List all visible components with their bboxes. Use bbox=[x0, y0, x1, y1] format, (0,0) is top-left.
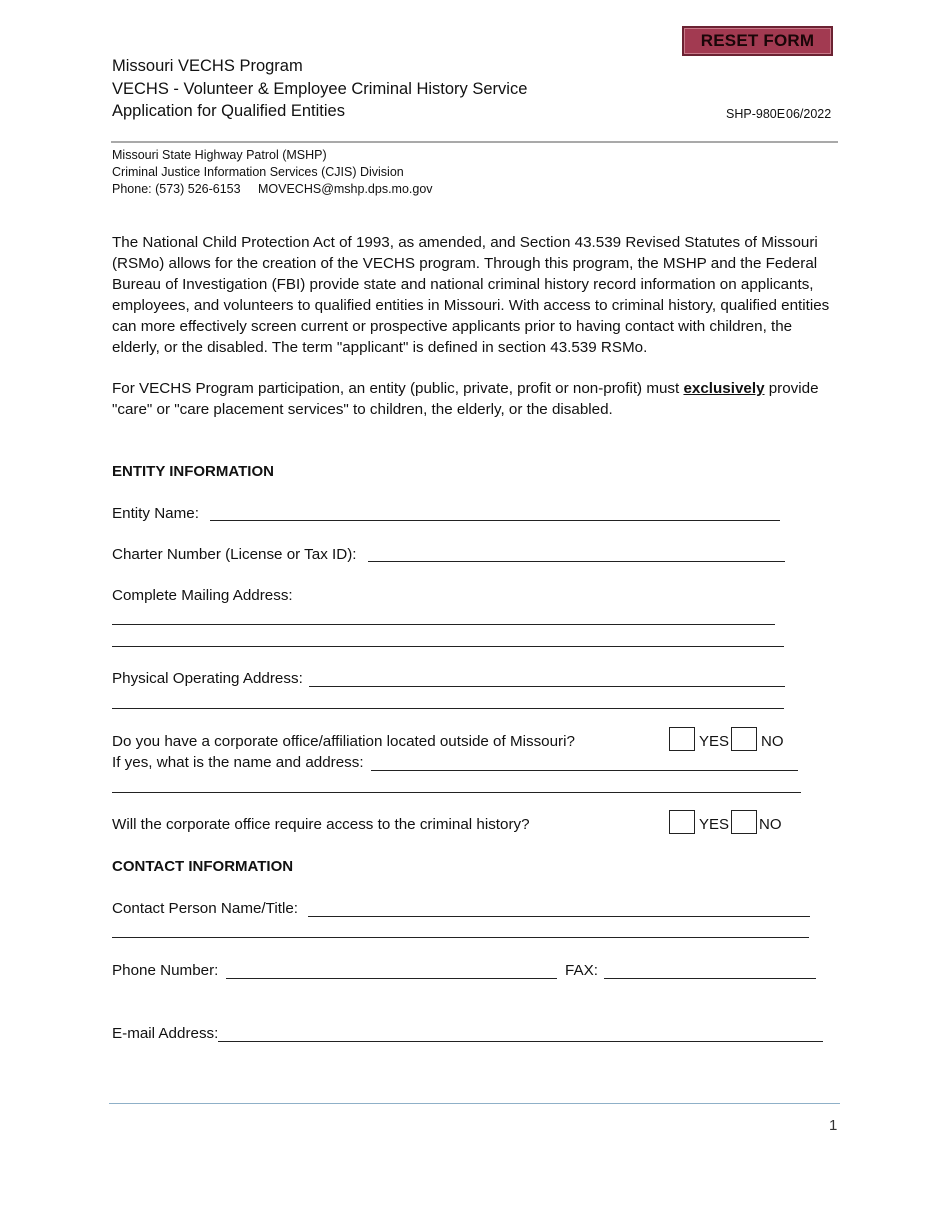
physical-address-line-2[interactable] bbox=[112, 708, 784, 709]
physical-address-label: Physical Operating Address: bbox=[112, 670, 303, 687]
agency-division: Criminal Justice Information Services (CJIS) Division bbox=[112, 165, 404, 179]
contact-person-field-line-2[interactable] bbox=[112, 937, 809, 938]
form-date: 06/2022 bbox=[786, 107, 832, 121]
mailing-address-line-2[interactable] bbox=[112, 646, 784, 647]
exclusively-emphasis: exclusively bbox=[683, 380, 765, 397]
corporate-office-no-label: NO bbox=[761, 733, 784, 750]
entity-section-heading: ENTITY INFORMATION bbox=[112, 463, 274, 480]
corporate-office-yes-checkbox[interactable] bbox=[669, 727, 695, 751]
access-question: Will the corporate office require access to the criminal history? bbox=[112, 816, 530, 833]
phone-number-label: Phone Number: bbox=[112, 962, 219, 979]
contact-person-field[interactable] bbox=[308, 916, 810, 917]
intro-paragraph: The National Child Protection Act of 1993, as amended, and Section 43.539 Revised Statutes of Missouri (RSMo) allows for the creation of the VECHS program. Through this program, the MSHP and the Federal Bureau of Investigation (FBI) provide state and national criminal history record information on applicants, employees, and volunteers to qualified entities in Missouri. With access to criminal history, qualified entities can more effectively screen current or prospective applicants prior to having contact with children, the elderly, or the disabled. The term "applicant" is defined in section 43.539 RSMo. bbox=[112, 234, 830, 356]
corporate-office-yes-label: YES bbox=[699, 733, 730, 750]
footer-divider bbox=[109, 1103, 840, 1104]
corporate-office-address-field[interactable] bbox=[112, 792, 801, 793]
physical-address-line-1[interactable] bbox=[309, 686, 785, 687]
entity-name-label: Entity Name: bbox=[112, 505, 199, 522]
entity-name-field[interactable] bbox=[210, 520, 780, 521]
agency-phone: Phone: (573) 526-6153 bbox=[112, 182, 241, 196]
phone-number-field[interactable] bbox=[226, 978, 557, 979]
corporate-office-no-checkbox[interactable] bbox=[731, 727, 757, 751]
access-no-checkbox[interactable] bbox=[731, 810, 757, 834]
page-number: 1 bbox=[829, 1117, 838, 1134]
fax-field[interactable] bbox=[604, 978, 816, 979]
agency-email: MOVECHS@mshp.dps.mo.gov bbox=[258, 182, 433, 196]
corporate-office-followup-label: If yes, what is the name and address: bbox=[112, 754, 364, 771]
fax-label: FAX: bbox=[565, 962, 598, 979]
contact-section-heading: CONTACT INFORMATION bbox=[112, 858, 294, 875]
access-yes-label: YES bbox=[699, 816, 730, 833]
agency-name: Missouri State Highway Patrol (MSHP) bbox=[112, 148, 327, 162]
header-divider bbox=[111, 141, 838, 143]
access-yes-checkbox[interactable] bbox=[669, 810, 695, 834]
corporate-office-question: Do you have a corporate office/affiliation located outside of Missouri? bbox=[112, 733, 575, 750]
charter-number-label: Charter Number (License or Tax ID): bbox=[112, 546, 357, 563]
mailing-address-line-1[interactable] bbox=[112, 624, 775, 625]
form-number: SHP-980E bbox=[726, 107, 786, 121]
email-address-field[interactable] bbox=[218, 1041, 823, 1042]
program-title: Missouri VECHS Program bbox=[112, 57, 303, 75]
contact-person-label: Contact Person Name/Title: bbox=[112, 900, 298, 917]
access-no-label: NO bbox=[759, 816, 782, 833]
email-address-label: E-mail Address: bbox=[112, 1025, 219, 1042]
reset-form-button[interactable]: RESET FORM bbox=[682, 26, 833, 56]
eligibility-paragraph bbox=[112, 378, 838, 420]
program-subtitle: VECHS - Volunteer & Employee Criminal History Service bbox=[112, 80, 528, 98]
charter-number-field[interactable] bbox=[368, 561, 785, 562]
corporate-office-name-field[interactable] bbox=[371, 770, 798, 771]
form-title: Application for Qualified Entities bbox=[112, 102, 345, 120]
eligibility-text-end: provide "care" or "care placement services" to children, the elderly, or the disabled. bbox=[112, 380, 819, 418]
mailing-address-label: Complete Mailing Address: bbox=[112, 587, 293, 604]
eligibility-text-start: For VECHS Program participation, an entity (public, private, profit or non-profit) must bbox=[112, 380, 684, 397]
